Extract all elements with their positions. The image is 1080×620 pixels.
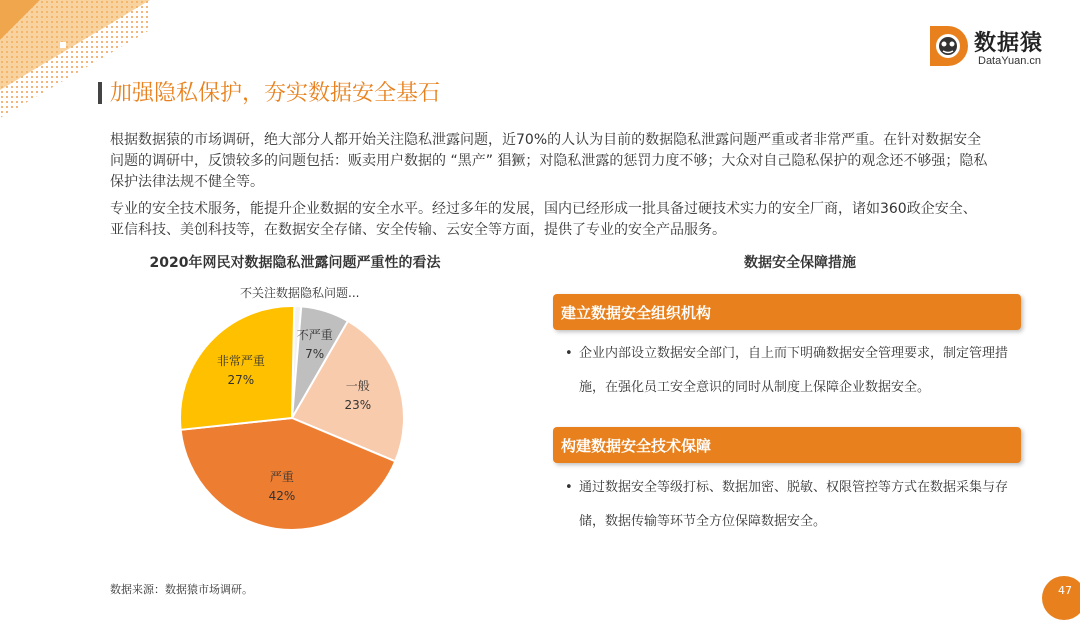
brand-domain: DataYuan.cn <box>978 55 1041 67</box>
bullet-icon: • <box>565 480 573 495</box>
bullet-icon: • <box>565 346 573 361</box>
measure-heading-label: 建立数据安全组织机构 <box>561 304 712 322</box>
measure-heading-technology <box>553 427 1021 463</box>
page-number-badge <box>1040 570 1080 608</box>
brand-name: 数据猿 <box>974 31 1044 56</box>
pie-label-4: 非常严重 27% <box>216 354 265 388</box>
measure-bullet-organization <box>565 337 1015 405</box>
monkey-logo-icon <box>926 22 972 68</box>
pie-label-0: 不关注数据隐私问题... <box>240 286 360 300</box>
intro-paragraph: 根据数据猿的市场调研，绝大部分人都开始关注隐私泄露问题，近70%的人认为目前的数据隐私泄露问题严重或者非常严重。在针对数据安全问题的调研中，反馈较多的问题包括：贩卖用户数据的 “黑产” 猖獗；对隐私泄露的惩罚力度不够；大众对自己隐私保护的观念还不够强；隐私保护法律法规不健全等。 <box>110 132 988 190</box>
measure-text: 企业内部设立数据安全部门，自上而下明确数据安全管理要求，制定管理措施，在强化员工安全意识的同时从制度上保障企业数据安全。 <box>579 346 1009 395</box>
measures-title: 数据安全保障措施 <box>744 255 856 271</box>
brand-logo <box>926 22 1066 74</box>
measure-heading-organization <box>553 294 1021 330</box>
pie-chart <box>170 282 420 542</box>
page-number: 47 <box>1058 584 1072 597</box>
data-source-note: 数据来源：数据猿市场调研。 <box>110 583 253 596</box>
section-title: 加强隐私保护，夯实数据安全基石 <box>110 81 441 106</box>
measure-heading-label: 构建数据安全技术保障 <box>561 437 712 455</box>
pie-label-1: 不严重 7% <box>296 328 333 362</box>
services-paragraph: 专业的安全技术服务，能提升企业数据的安全水平。经过多年的发展，国内已经形成一批具备过硬技术实力的安全厂商，诸如360政企安全、亚信科技、美创科技等，在数据安全存储、安全传输、云安全等方面，提供了专业的安全产品服务。 <box>110 201 977 238</box>
pie-label-2: 一般 23% <box>344 378 372 412</box>
measure-text: 通过数据安全等级打标、数据加密、脱敏、权限管控等方式在数据采集与存储，数据传输等环节全方位保障数据安全。 <box>579 480 1009 529</box>
chart-title: 2020年网民对数据隐私泄露问题严重性的看法 <box>149 255 441 271</box>
page-number-circle <box>1042 576 1080 620</box>
title-accent-bar <box>98 82 102 104</box>
measure-bullet-technology <box>565 471 1015 539</box>
pie-label-3: 严重 42% <box>268 469 296 503</box>
